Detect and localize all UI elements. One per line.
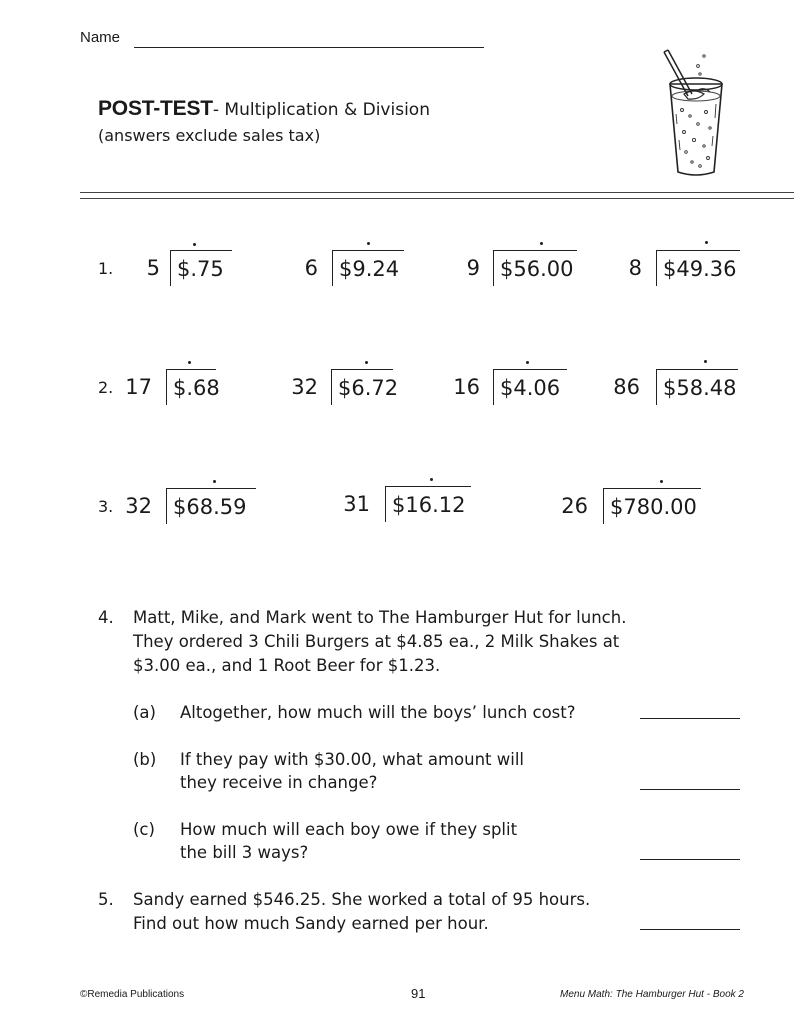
question-number: 5. [98, 890, 114, 909]
dividend: $49.36 [656, 250, 740, 286]
dividend: $16.12 [385, 486, 471, 522]
q4-line-2: They ordered 3 Chili Burgers at $4.85 ea., 2 Milk Shakes at [133, 632, 620, 651]
divisor: 32 [291, 375, 318, 399]
title-bold: POST-TEST [98, 97, 213, 120]
q4c-line-1: How much will each boy owe if they split [180, 820, 518, 839]
divisor: 6 [304, 256, 318, 280]
problem-number: 2. [98, 378, 114, 397]
decimal-dot [526, 361, 529, 364]
decimal-dot [193, 243, 196, 246]
decimal-dot [367, 242, 370, 245]
decimal-dot [213, 480, 216, 483]
decimal-dot [660, 480, 663, 483]
title-rest: - Multiplication & Division [212, 100, 430, 120]
divisor: 32 [125, 494, 152, 518]
divisor: 8 [628, 256, 642, 280]
divider-top [80, 192, 794, 193]
divisor: 86 [613, 375, 640, 399]
q4-line-1: Matt, Mike, and Mark went to The Hamburger Hut for lunch. [133, 608, 627, 627]
q4-line-3: $3.00 ea., and 1 Root Beer for $1.23. [133, 656, 441, 675]
name-line[interactable] [134, 47, 484, 48]
dividend: $68.59 [166, 488, 256, 524]
problem-number: 1. [98, 259, 114, 278]
dividend: $.75 [170, 250, 232, 286]
answer-line-4a[interactable] [640, 718, 740, 719]
footer-publisher: ©Remedia Publications [80, 989, 185, 1000]
divisor: 17 [125, 375, 152, 399]
soda-glass-icon [650, 44, 740, 184]
q5-line-1: Sandy earned $546.25. She worked a total of 95 hours. [133, 890, 591, 909]
dividend: $4.06 [493, 369, 567, 405]
dividend: $56.00 [493, 250, 577, 286]
dividend: $.68 [166, 369, 216, 405]
q4c-label: (c) [133, 820, 155, 839]
page-number: 91 [411, 986, 426, 1001]
q4b-label: (b) [133, 750, 157, 769]
decimal-dot [430, 478, 433, 481]
q4b-line-2: they receive in change? [180, 773, 378, 792]
answer-line-5[interactable] [640, 929, 740, 930]
q4a-label: (a) [133, 703, 156, 722]
answer-line-4b[interactable] [640, 789, 740, 790]
dividend: $58.48 [656, 369, 738, 405]
page-subtitle: (answers exclude sales tax) [98, 126, 321, 145]
footer-book-title: Menu Math: The Hamburger Hut - Book 2 [560, 989, 744, 1000]
decimal-dot [188, 361, 191, 364]
divider-bottom [80, 198, 794, 199]
dividend: $780.00 [603, 488, 701, 524]
q4a-text: Altogether, how much will the boys’ lunch cost? [180, 703, 576, 722]
q4c-line-2: the bill 3 ways? [180, 843, 309, 862]
dividend: $6.72 [331, 369, 393, 405]
answer-line-4c[interactable] [640, 859, 740, 860]
q4b-line-1: If they pay with $30.00, what amount will [180, 750, 525, 769]
divisor: 9 [466, 256, 480, 280]
decimal-dot [365, 361, 368, 364]
problem-number: 3. [98, 497, 114, 516]
q5-line-2: Find out how much Sandy earned per hour. [133, 914, 489, 933]
name-label: Name [80, 29, 121, 46]
divisor: 26 [561, 494, 588, 518]
question-number: 4. [98, 608, 114, 627]
dividend: $9.24 [332, 250, 404, 286]
page-title [98, 97, 430, 121]
divisor: 16 [453, 375, 480, 399]
decimal-dot [705, 241, 708, 244]
divisor: 31 [343, 492, 370, 516]
decimal-dot [704, 360, 707, 363]
divisor: 5 [146, 256, 160, 280]
decimal-dot [540, 242, 543, 245]
